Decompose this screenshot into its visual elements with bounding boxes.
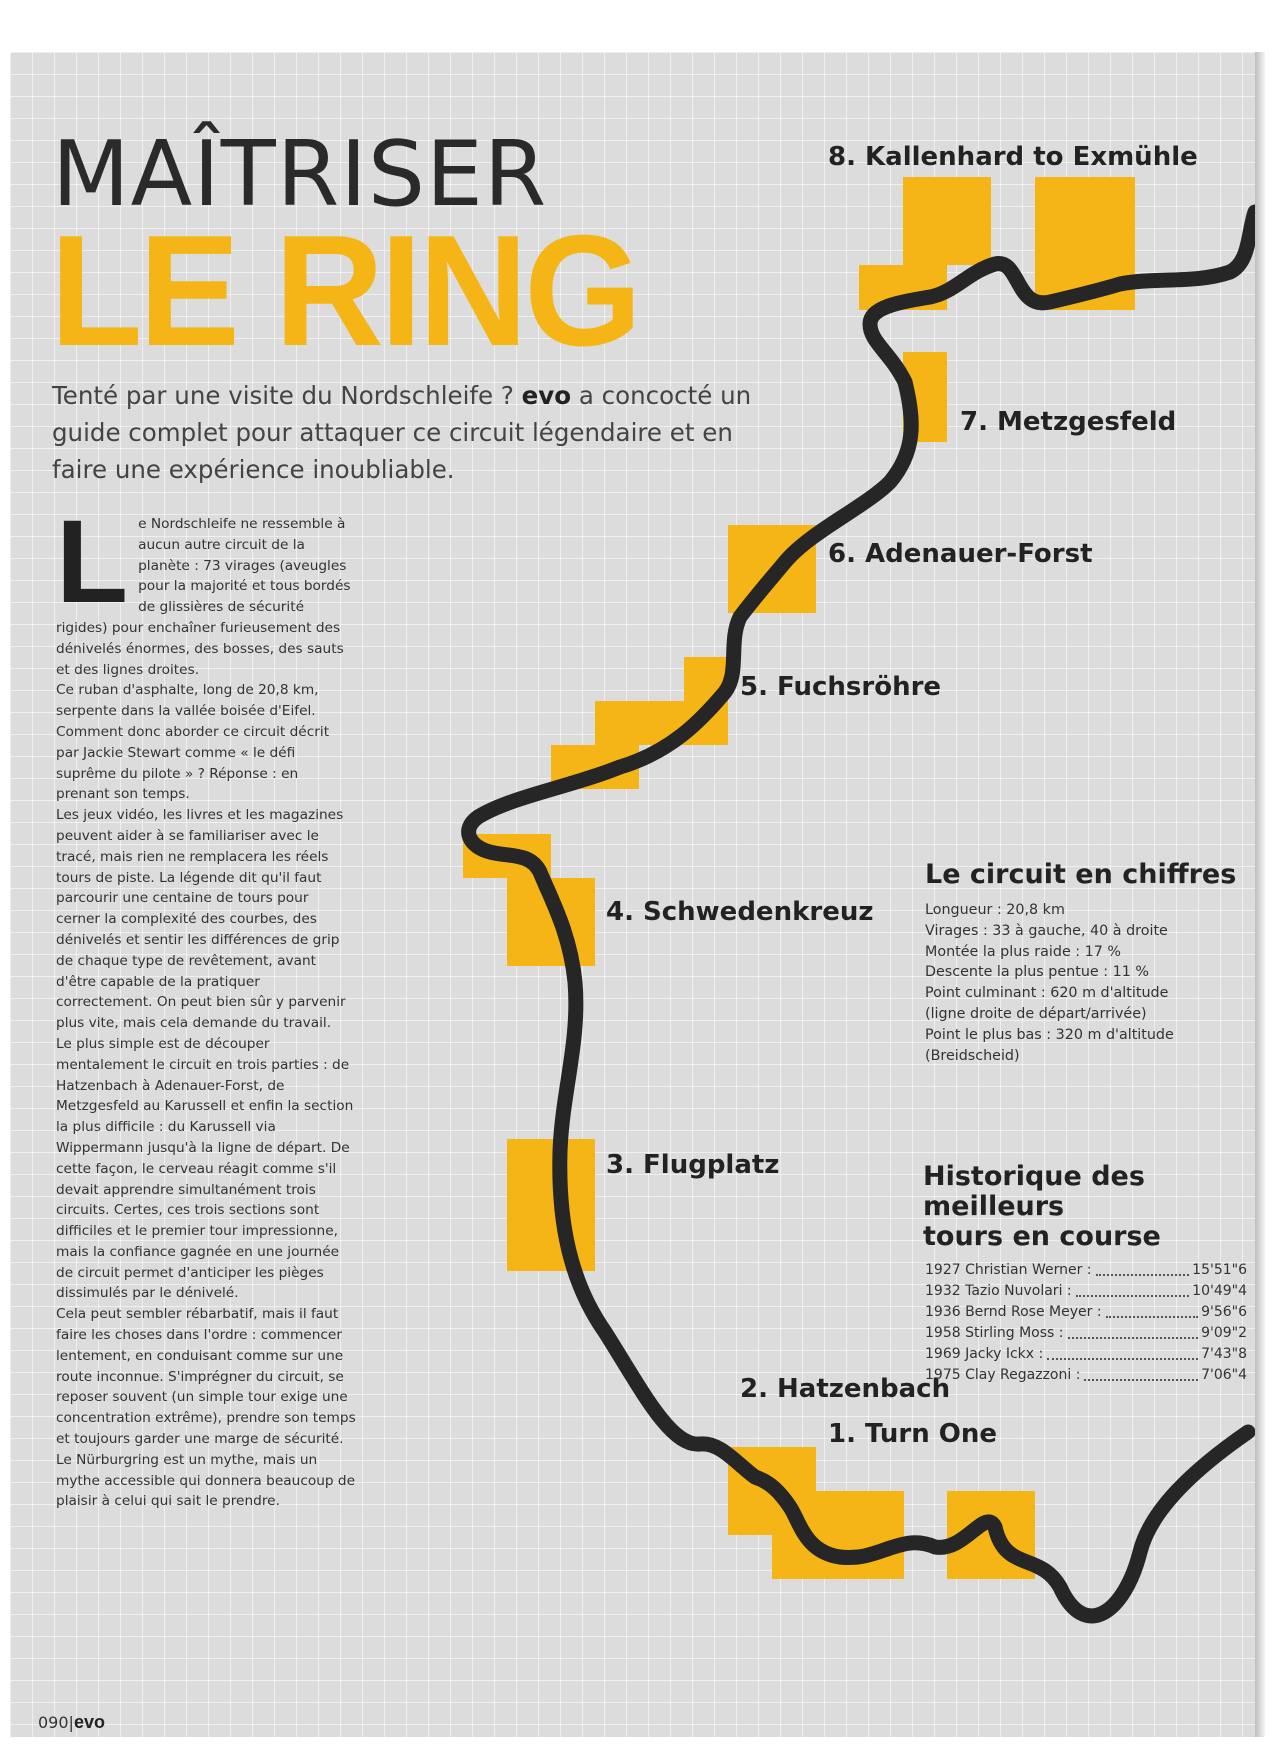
- yellow-block: [1035, 177, 1135, 222]
- yellow-block: [507, 1139, 595, 1271]
- history-row: 1927 Christian Werner : 15'51"6: [925, 1262, 1247, 1278]
- page-number: 090|: [38, 1713, 74, 1732]
- stats-item: Point le plus bas : 320 m d'altitude: [925, 1026, 1174, 1043]
- stats-item: Montée la plus raide : 17 %: [925, 943, 1121, 960]
- history-row: 1958 Stirling Moss : 9'09"2: [925, 1325, 1247, 1341]
- yellow-block: [903, 177, 991, 265]
- turn-label-2: 2. Hatzenbach: [740, 1374, 951, 1404]
- turn-label-5: 5. Fuchsröhre: [740, 672, 942, 702]
- stats-item: (Breidscheid): [925, 1047, 1020, 1064]
- article-paragraph: e Nordschleife ne ressemble à aucun autre circuit de la planète : 73 virages (aveugles pour la majorité et tous bordés de glissières de sécurité rigides) pour enchaîner furieusement des dénivelés énormes, des bosses, des sauts et des lignes droites.: [56, 516, 351, 678]
- history-row: 1969 Jacky Ickx : 7'43"8: [925, 1346, 1247, 1362]
- magazine-page: [10, 52, 1265, 1737]
- turn-label-1: 1. Turn One: [828, 1419, 998, 1449]
- turn-label-6: 6. Adenauer-Forst: [828, 539, 1093, 569]
- history-row: 1975 Clay Regazzoni : 7'06"4: [925, 1367, 1247, 1383]
- stats-title: Le circuit en chiffres: [925, 859, 1237, 890]
- stats-item: Longueur : 20,8 km: [925, 902, 1065, 918]
- stats-box: [925, 860, 1255, 1066]
- title-line-1: MAÎTRISER: [52, 122, 548, 227]
- footer-brand: evo: [73, 1712, 105, 1732]
- turn-label-3: 3. Flugplatz: [606, 1150, 780, 1180]
- page-binding: [1255, 52, 1265, 1737]
- history-title: Historique des meilleurs tours en course: [923, 1161, 1161, 1252]
- article-paragraph: Les jeux vidéo, les livres et les magazines peuvent aider à se familiariser avec le tracé, mais rien ne remplacera les réels tours de piste. La légende dit qu'il faut parcourir une centaine de tours pour cerner la complexité des courbes, des dénivelés et sentir les différences de grip de chaque type de revêtement, avant d'être capable de la pratiquer correctement. On peut bien sûr y parvenir plus vite, mais cela demande du travail.: [56, 807, 346, 1032]
- turn-label-8: 8. Kallenhard to Exmühle: [828, 142, 1198, 172]
- page-footer: [38, 1712, 105, 1733]
- intro-brand: evo: [521, 381, 572, 410]
- article-body: [56, 496, 356, 1512]
- turn-label-4: 4. Schwedenkreuz: [606, 897, 874, 927]
- history-box: [923, 1162, 1263, 1386]
- stats-item: Descente la plus pentue : 11 %: [925, 964, 1149, 981]
- article-paragraph: Le plus simple est de découper mentalement le circuit en trois parties : de Hatzenbach à Adenauer-Forst, de Metzgesfeld au Karussell et enfin la section la plus difficile : du Karussell via Wippermann jusqu'à la ligne de départ. De cette façon, le cerveau réagit comme s'il devait apprendre simultanément trois circuits. Certes, ces trois sections sont difficiles et le premier tour impressionne, mais la confiance gagnée en une journée de circuit permet d'anticiper les pièges dissimulés par le dénivelé.: [56, 1035, 354, 1302]
- article-paragraph: Le Nürburgring est un mythe, mais un mythe accessible qui donnera beaucoup de plaisir à celui qui sait le prendre.: [56, 1451, 356, 1510]
- intro-text: Tenté par une visite du Nordschleife ? evo a concocté un guide complet pour attaquer ce circuit légendaire et en faire une expérience inoubliable.: [52, 381, 752, 484]
- stats-item: Virages : 33 à gauche, 40 à droite: [925, 922, 1168, 939]
- article-paragraph: Cela peut sembler rébarbatif, mais il faut faire les choses dans l'ordre : commencer lentement, en conduisant comme sur une route inconnue. S'imprégner du circuit, se reposer souvent (un simple tour exige une concentration extrême), prendre son temps et toujours garder une marge de sécurité.: [56, 1306, 356, 1448]
- article-paragraph: Ce ruban d'asphalte, long de 20,8 km, serpente dans la vallée boisée d'Eifel. Comment donc aborder ce circuit décrit par Jackie Stewart comme « le défi suprême du pilote » ? Réponse : en prenant son temps.: [56, 682, 330, 803]
- turn-label-7: 7. Metzgesfeld: [960, 407, 1177, 437]
- history-row: 1936 Bernd Rose Meyer : 9'56"6: [925, 1304, 1247, 1320]
- stats-item: Point culminant : 620 m d'altitude: [925, 985, 1169, 1002]
- title-line-2: LE RING: [50, 203, 639, 379]
- drop-cap: L: [56, 496, 129, 628]
- history-row: 1932 Tazio Nuvolari : 10'49"4: [925, 1283, 1247, 1299]
- stats-item: (ligne droite de départ/arrivée): [925, 1005, 1147, 1022]
